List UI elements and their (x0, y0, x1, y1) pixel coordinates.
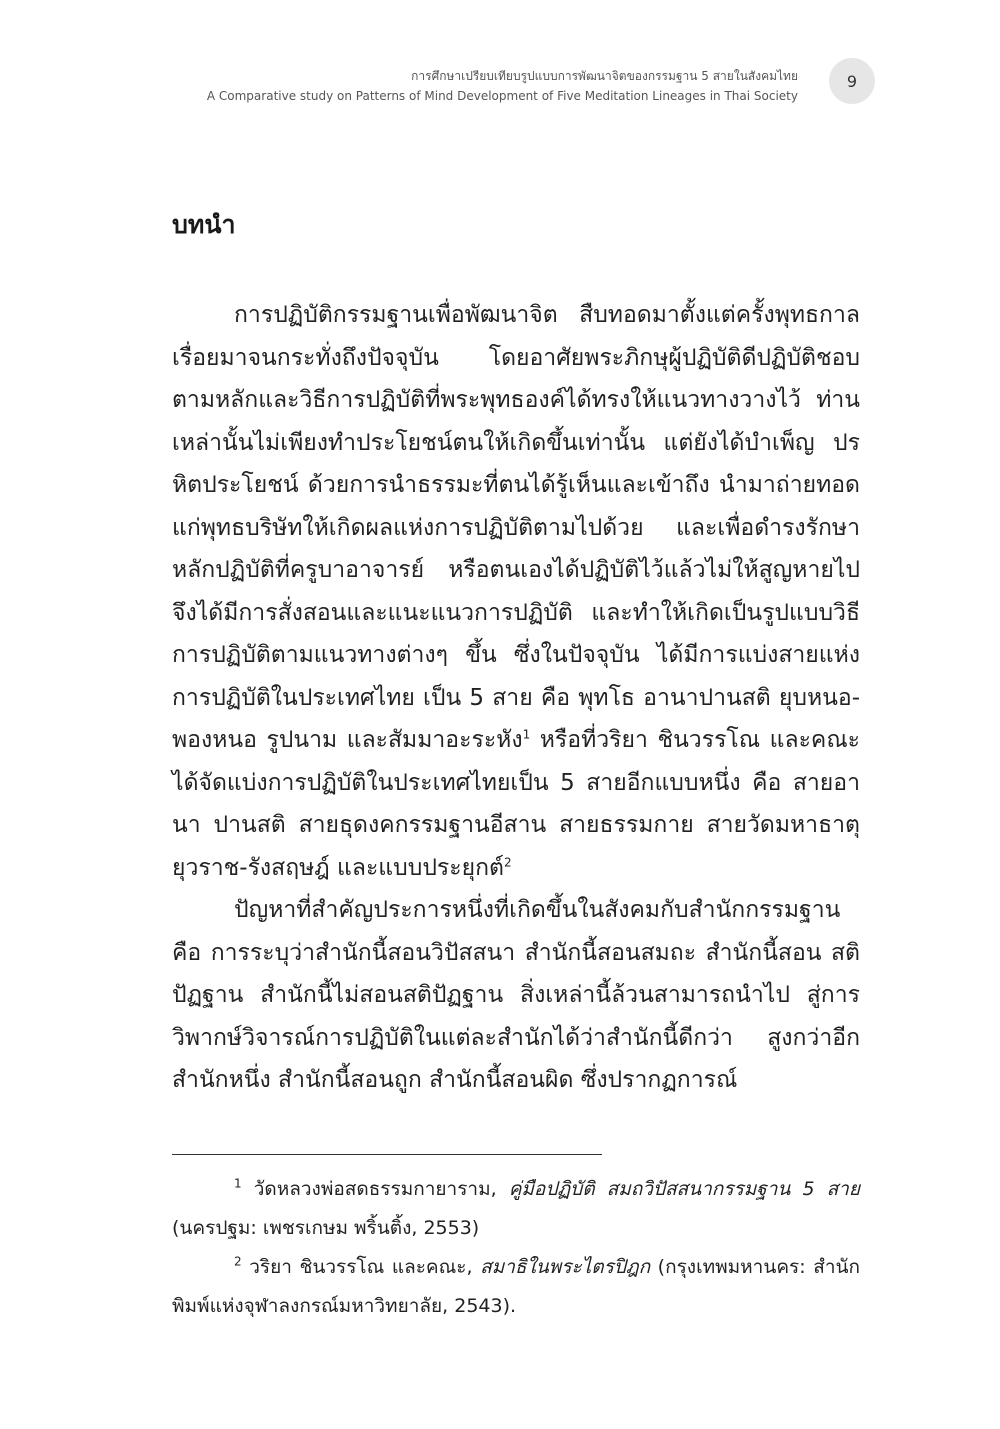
footnote-ref-1: 1 (522, 727, 531, 742)
footnote-1-publication: (นครปฐม: เพชรเกษม พริ้นติ้ง, 2553) (172, 1217, 480, 1239)
page-number: 9 (846, 71, 858, 91)
body-text (172, 294, 860, 1102)
paragraph-1-text: การปฏิบัติกรรมฐานเพื่อพัฒนาจิต สืบทอดมาตั้งแต่ครั้งพุทธกาล เรื่อยมาจนกระทั่งถึงปัจจุบัน โดยอาศัยพระภิกษุผู้ปฏิบัติดีปฏิบัติชอบ ตามหลักและวิธีการปฏิบัติที่พระพุทธองค์ได้ทรงให้แนวทางวางไว้ ท่านเหล่านั้นไม่เพียงทำประโยชน์ตนให้เกิดขึ้นเท่านั้น แต่ยังได้บำเพ็ญ ปรหิตประโยชน์ ด้วยการนำธรรมะที่ตนได้รู้เห็นและเข้าถึง นำมาถ่ายทอด แก่พุทธบริษัทให้เกิดผลแห่งการปฏิบัติตามไปด้วย และเพื่อดำรงรักษา หลักปฏิบัติที่ครูบาอาจารย์ หรือตนเองได้ปฏิบัติไว้แล้วไม่ให้สูญหายไป จึงได้มีการสั่งสอนและแนะแนวการปฏิบัติ และทำให้เกิดเป็นรูปแบบวิธี การปฏิบัติตามแนวทางต่างๆ ขึ้น ซึ่งในปัจจุบัน ได้มีการแบ่งสายแห่ง การปฏิบัติในประเทศไทย เป็น 5 สาย คือ พุทโธ อานาปานสติ ยุบหนอ-พองหนอ รูปนาม และสัมมาอะระหัง (172, 302, 860, 753)
paragraph-2: ปัญหาที่สำคัญประการหนึ่งที่เกิดขึ้นในสังคมกับสำนักกรรมฐาน คือ การระบุว่าสำนักนี้สอนวิปัสสนา สำนักนี้สอนสมถะ สำนักนี้สอน สติปัฏฐาน สำนักนี้ไม่สอนสติปัฏฐาน สิ่งเหล่านี้ล้วนสามารถนำไป สู่การวิพากษ์วิจารณ์การปฏิบัติในแต่ละสำนักได้ว่าสำนักนี้ดีกว่า สูงกว่าอีกสำนักหนึ่ง สำนักนี้สอนถูก สำนักนี้สอนผิด ซึ่งปรากฏการณ์ (172, 897, 860, 1093)
footnote-2-author: วริยา ชินวรรโณ และคณะ, (241, 1256, 481, 1278)
header-title-english: A Comparative study on Patterns of Mind Development of Five Meditation Lineages in Thai Society (206, 89, 798, 103)
paragraph-1-text-cont: หรือที่วริยา ชินวรรโณ และคณะ ได้จัดแบ่งการปฏิบัติในประเทศไทยเป็น 5 สายอีกแบบหนึ่ง คือ สายอานา ปานสติ สายธุดงคกรรมฐานอีสาน สายธรรมกาย สายวัดมหาธาตุยุวราช-รังสฤษฎ์ และแบบประยุกต์ (172, 727, 861, 881)
footnote-1-number: 1 (234, 1176, 242, 1191)
footnote-2 (172, 1248, 860, 1326)
footnote-2-title: สมาธิในพระไตรปิฎก (480, 1256, 651, 1278)
footnote-1-title: คู่มือปฏิบัติ สมถวิปัสสนากรรมฐาน 5 สาย (508, 1178, 860, 1200)
section-heading: บทนำ (172, 210, 236, 239)
footnotes (172, 1170, 860, 1326)
running-header (207, 66, 798, 106)
footnote-2-number: 2 (234, 1254, 242, 1269)
header-title-thai: การศึกษาเปรียบเทียบรูปแบบการพัฒนาจิตของกรรมฐาน 5 สายในสังคมไทย (411, 69, 798, 83)
footnote-1-author: วัดหลวงพ่อสดธรรมกายาราม, (241, 1178, 509, 1200)
page-number-badge (829, 58, 875, 104)
paragraph-1 (172, 294, 860, 889)
footnote-2-publication: (กรุงเทพมหานคร: สำนักพิมพ์แห่งจุฬาลงกรณ์มหาวิทยาลัย, 2543). (172, 1256, 860, 1317)
footnote-1 (172, 1170, 860, 1248)
footnote-divider (172, 1154, 602, 1155)
footnote-ref-2: 2 (503, 854, 512, 869)
